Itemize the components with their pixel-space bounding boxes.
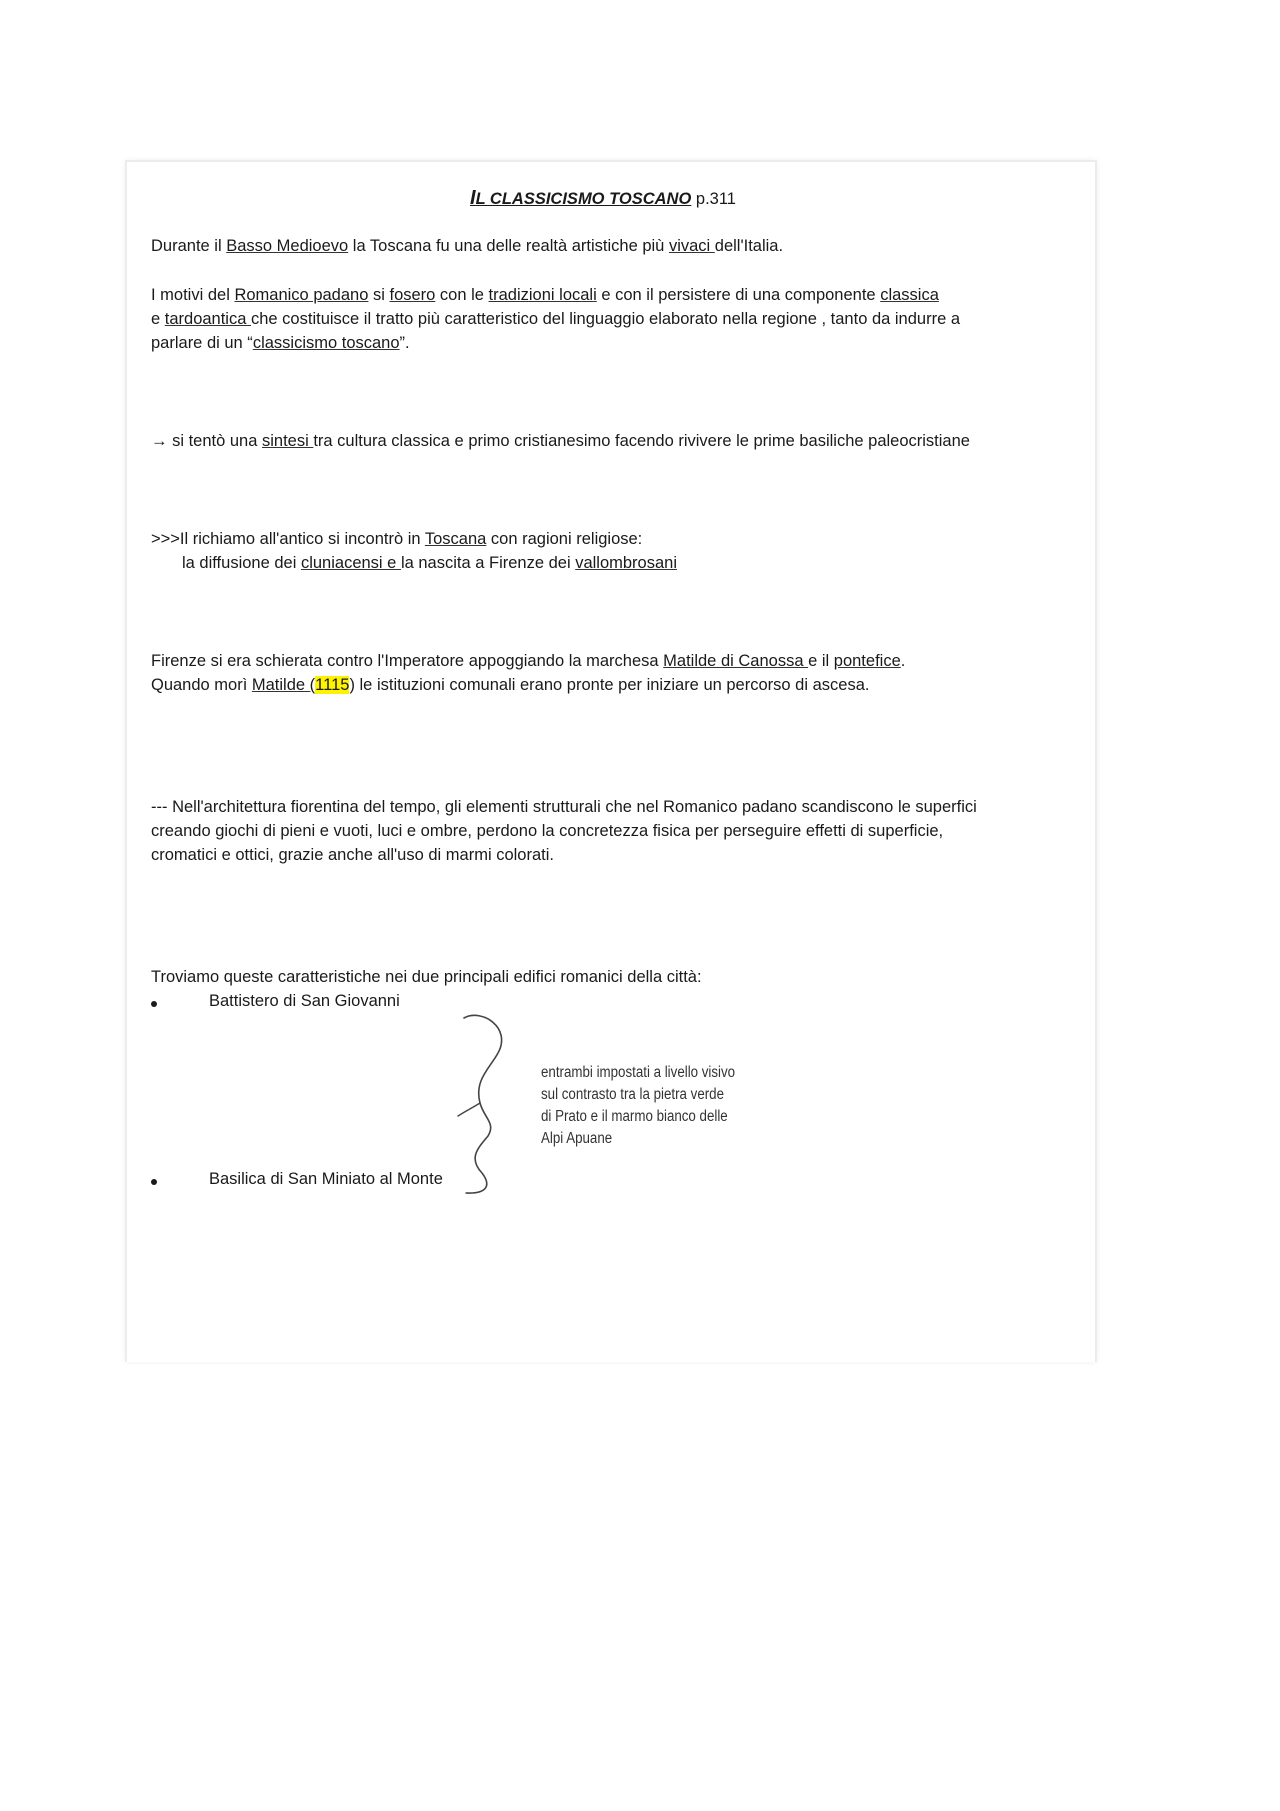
paragraph-firenze-line-2: Quando morì Matilde (1115) le istituzioni comunali erano pronte per iniziare un percorso di ascesa. <box>151 676 870 694</box>
paragraph-troviamo: Troviamo queste caratteristiche nei due principali edifici romanici della città: <box>151 968 702 986</box>
paragraph-basso-medioevo: Durante il Basso Medioevo la Toscana fu una delle realtà artistiche più vivaci dell'Italia. <box>151 237 784 255</box>
bullet-icon <box>151 1001 157 1007</box>
handwritten-note-line-1: entrambi impostati a livello visivo <box>541 1064 736 1081</box>
paragraph-architettura-line-3: cromatici e ottici, grazie anche all'uso di marmi colorati. <box>151 846 554 864</box>
highlighted-year: 1115 <box>315 676 350 694</box>
handwritten-note-line-2: sul contrasto tra la pietra verde <box>541 1086 725 1103</box>
paragraph-firenze-line-1: Firenze si era schierata contro l'Imperatore appoggiando la marchesa Matilde di Canossa e il pontefice. <box>151 652 906 670</box>
title-page-ref: p.311 <box>691 190 736 208</box>
handwritten-brace-icon <box>452 1008 532 1198</box>
paragraph-romanico-line-1: I motivi del Romanico padano si fosero con le tradizioni locali e con il persistere di una componente classica <box>151 286 939 304</box>
handwritten-note-line-3: di Prato e il marmo bianco delle <box>541 1108 728 1125</box>
paragraph-sintesi: → si tentò una sintesi tra cultura classica e primo cristianesimo facendo rivivere le prime basiliche paleocristiane <box>151 432 970 450</box>
paragraph-richiamo-line-1: >>>Il richiamo all'antico si incontrò in Toscana con ragioni religiose: <box>151 530 643 548</box>
paragraph-architettura-line-2: creando giochi di pieni e vuoti, luci e ombre, perdono la concretezza fisica per perseguire effetti di superficie, <box>151 822 944 840</box>
list-item-san-miniato: Basilica di San Miniato al Monte <box>209 1170 443 1188</box>
paragraph-romanico-line-2: e tardoantica che costituisce il tratto più caratteristico del linguaggio elaborato nella regione , tanto da indurre a <box>151 310 961 328</box>
list-item-battistero: Battistero di San Giovanni <box>209 992 400 1010</box>
bullet-icon <box>151 1179 157 1185</box>
paragraph-romanico-line-3: parlare di un “classicismo toscano”. <box>151 334 410 352</box>
paragraph-richiamo-line-2: la diffusione dei cluniacensi e la nascita a Firenze dei vallombrosani <box>182 554 677 572</box>
title-main: IL CLASSICISMO TOSCANO <box>470 187 692 209</box>
paragraph-architettura-line-1: --- Nell'architettura fiorentina del tempo, gli elementi strutturali che nel Romanico padano scandiscono le superfici <box>151 798 977 816</box>
handwritten-note-line-4: Alpi Apuane <box>541 1130 613 1147</box>
page-title <box>470 186 736 211</box>
